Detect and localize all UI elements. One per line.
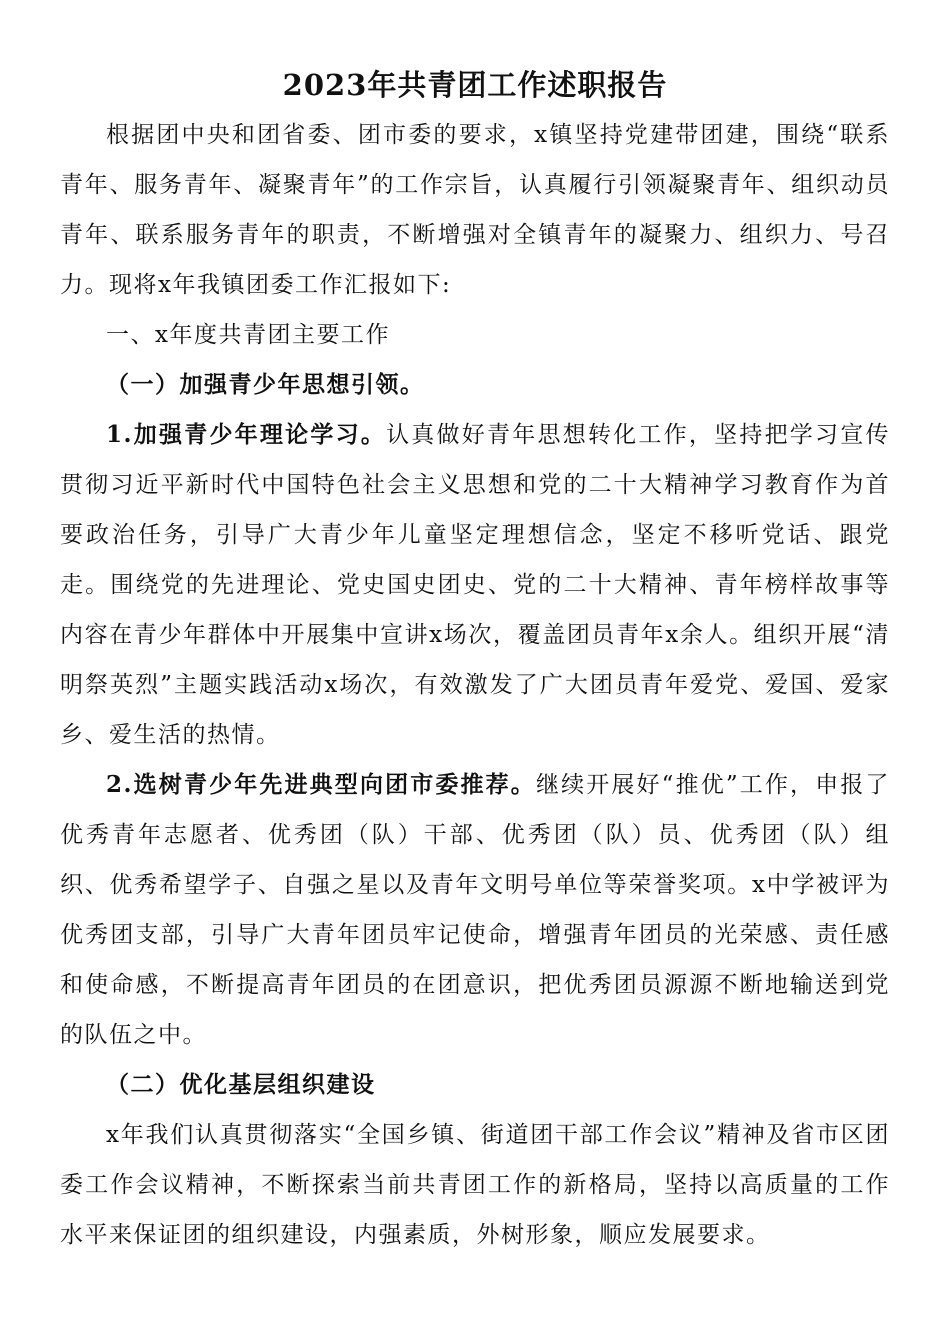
item-paragraph-2 <box>60 760 890 1060</box>
subsection-heading-2: （二）优化基层组织建设 <box>106 1071 376 1098</box>
subsection-paragraph-2: x年我们认真贯彻落实“全国乡镇、街道团干部工作会议”精神及省市区团委工作会议精神，不断探索当前共青团工作的新格局，坚持以高质量的工作水平来保证团的组织建设，内强素质，外树形象，顺应发展要求。 <box>60 1122 890 1248</box>
document-page <box>60 60 890 1260</box>
intro-paragraph: 根据团中央和团省委、团市委的要求，x镇坚持党建带团建，围绕“联系青年、服务青年、凝聚青年”的工作宗旨，认真履行引领凝聚青年、组织动员青年、联系服务青年的职责，不断增强对全镇青年的凝聚力、组织力、号召力。现将x年我镇团委工作汇报如下: <box>60 122 890 298</box>
subsection-heading-1: （一）加强青少年思想引领。 <box>106 371 425 398</box>
item-body-2: 继续开展好“推优”工作，申报了优秀青年志愿者、优秀团（队）干部、优秀团（队）员、优秀团（队）组织、优秀希望学子、自强之星以及青年文明号单位等荣誉奖项。x中学被评为优秀团支部，引导广大青年团员牢记使命，增强青年团员的光荣感、责任感和使命感，不断提高青年团员的在团意识，把优秀团员源源不断地输送到党的队伍之中。 <box>60 772 890 1048</box>
section-heading: 一、x年度共青团主要工作 <box>106 322 390 348</box>
item-lead-2: 2.选树青少年先进典型向团市委推荐。 <box>106 771 536 798</box>
item-lead-1: 1.加强青少年理论学习。 <box>106 421 387 448</box>
document-title: 2023年共青团工作述职报告 <box>282 68 668 102</box>
item-paragraph-1 <box>60 410 890 760</box>
item-body-1: 认真做好青年思想转化工作，坚持把学习宣传贯彻习近平新时代中国特色社会主义思想和党的二十大精神学习教育作为首要政治任务，引导广大青少年儿童坚定理想信念，坚定不移听党话、跟党走。围绕党的先进理论、党史国史团史、党的二十大精神、青年榜样故事等内容在青少年群体中开展集中宣讲x场次，覆盖团员青年x余人。组织开展“清明祭英烈”主题实践活动x场次，有效激发了广大团员青年爱党、爱国、爱家乡、爱生活的热情。 <box>60 422 891 748</box>
